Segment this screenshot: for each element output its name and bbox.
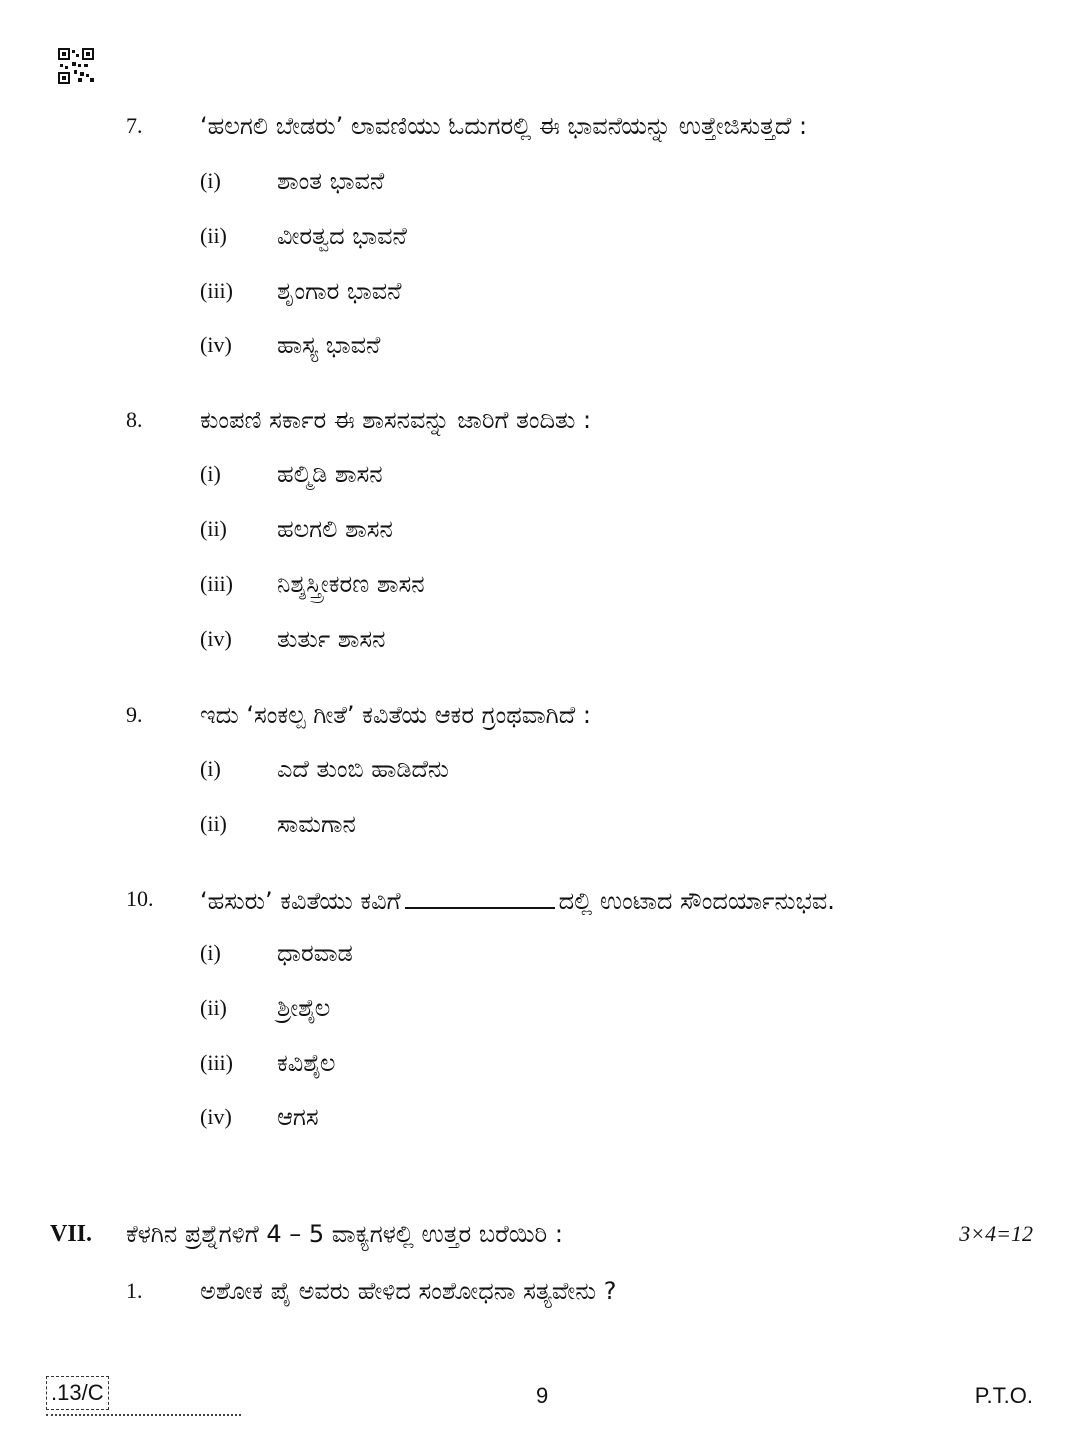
code-underline [46,1414,241,1419]
question-number: 9. [126,702,143,727]
option-text: ನಿಶ್ಶಸ್ತ್ರೀಕರಣ ಶಾಸನ [277,570,425,598]
question-text: ‘ಹಲಗಲಿ ಬೇಡರು’ ಲಾವಣಿಯು ಓದುಗರಲ್ಲಿ ಈ ಭಾವನೆಯನ್ನು ಉತ್ತೇಜಿಸುತ್ತದೆ : [200,112,808,140]
option-text: ವೀರತ್ವದ ಭಾವನೆ [277,222,407,250]
fill-in-blank [405,883,555,909]
option-label: (i) [200,940,221,965]
option-label: (iii) [200,278,233,303]
option-text: ಕವಿಶೈಲ [277,1049,336,1077]
option-label: (ii) [200,811,227,836]
option-text: ಎದೆ ತುಂಬಿ ಹಾಡಿದೆನು [277,755,449,783]
page-number: 9 [536,1383,549,1408]
option-label: (iv) [200,626,232,651]
option-label: (ii) [200,995,227,1020]
option-text: ಆಗಸ [277,1103,319,1131]
section-instruction: ಕೆಳಗಿನ ಪ್ರಶ್ನೆಗಳಿಗೆ 4 – 5 ವಾಕ್ಯಗಳಲ್ಲಿ ಉತ್ತರ ಬರೆಯಿರಿ : [126,1220,563,1248]
option-label: (iv) [200,1104,232,1129]
paper-code: .13/C [46,1376,109,1410]
question-number: 7. [126,113,143,138]
option-label: (iv) [200,332,232,357]
section-label: VII. [50,1221,93,1247]
question-text: ಅಶೋಕ ಪೈ ಅವರು ಹೇಳಿದ ಸಂಶೋಧನಾ ಸತ್ಯವೇನು ? [200,1277,617,1305]
pto-label: P.T.O. [974,1383,1033,1408]
question-text: ಇದು ‘ಸಂಕಲ್ಪ ಗೀತೆ’ ಕವಿತೆಯ ಆಕರ ಗ್ರಂಥವಾಗಿದೆ : [200,701,591,729]
option-text: ತುರ್ತು ಶಾಸನ [277,625,386,653]
option-text: ಹಲ್ಮಿಡಿ ಶಾಸನ [277,460,383,488]
option-text: ಶ್ರೀಶೈಲ [277,994,331,1022]
question-text-after: ದಲ್ಲಿ ಉಂಟಾದ ಸೌಂದರ್ಯಾನುಭವ. [558,887,835,915]
option-text: ಶೃಂಗಾರ ಭಾವನೆ [277,277,402,305]
option-text: ಧಾರವಾಡ [277,939,353,967]
question-text [200,883,835,917]
question-text: ಕುಂಪಣಿ ಸರ್ಕಾರ ಈ ಶಾಸನವನ್ನು ಜಾರಿಗೆ ತಂದಿತು : [200,406,592,434]
qr-code-icon [58,48,94,84]
option-text: ಸಾಮಗಾನ [277,810,356,838]
option-label: (i) [200,756,221,781]
option-text: ಹಲಗಲಿ ಶಾಸನ [277,515,393,543]
option-label: (i) [200,168,221,193]
option-text: ಹಾಸ್ಯ ಭಾವನೆ [277,331,381,359]
question-text-before: ‘ಹಸುರು’ ಕವಿತೆಯು ಕವಿಗೆ [200,887,401,915]
option-label: (iii) [200,571,233,596]
option-label: (ii) [200,223,227,248]
section-marks: 3×4=12 [959,1221,1033,1246]
option-label: (i) [200,461,221,486]
question-number: 8. [126,407,143,432]
option-label: (ii) [200,516,227,541]
question-number: 1. [126,1278,143,1303]
option-label: (iii) [200,1050,233,1075]
option-text: ಶಾಂತ ಭಾವನೆ [277,167,385,195]
question-number: 10. [126,886,154,911]
